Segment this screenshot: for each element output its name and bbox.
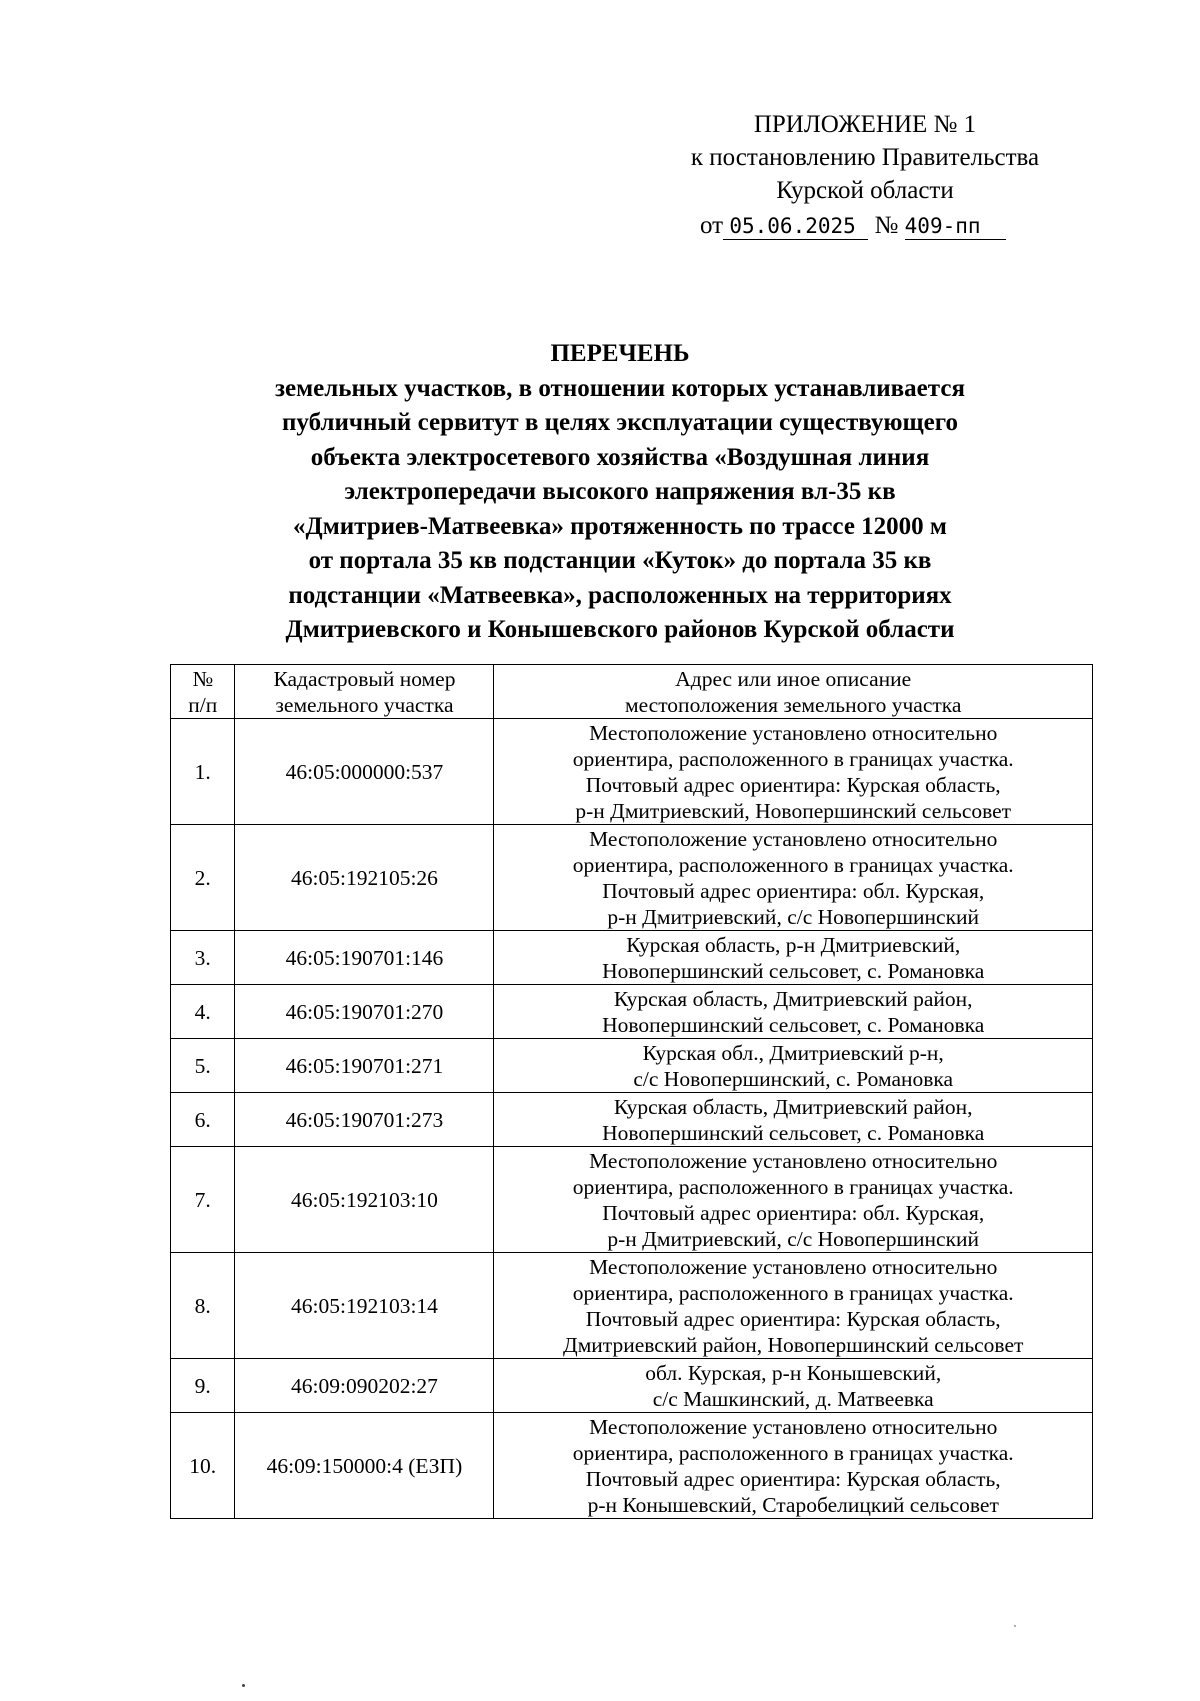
plot-address — [494, 985, 1093, 1039]
plot-address — [494, 1253, 1093, 1359]
title-line: Дмитриевского и Конышевского районов Курской области — [285, 616, 955, 643]
scan-speck — [242, 1684, 245, 1687]
resolution-date: 05.06.2025 — [729, 214, 856, 238]
address-line: р-н Конышевский, Старобелицкий сельсовет — [587, 1493, 999, 1517]
address-line: обл. Курская, р-н Конышевский, — [645, 1361, 942, 1385]
header-no — [171, 665, 235, 719]
cadastral-number: 46:05:192103:14 — [235, 1253, 494, 1359]
table-header-row — [171, 665, 1093, 719]
table-row — [171, 1413, 1093, 1519]
appendix-number: ПРИЛОЖЕНИЕ № 1 — [753, 111, 977, 138]
table-row — [171, 1359, 1093, 1413]
header-line: земельного участка — [275, 693, 454, 717]
table-row — [171, 1253, 1093, 1359]
date-underline — [723, 213, 868, 240]
header-address — [494, 665, 1093, 719]
address-line: Новопершинский сельсовет, с. Романовка — [602, 959, 985, 983]
cadastral-number: 46:05:190701:270 — [235, 985, 494, 1039]
land-plots-table — [170, 664, 1093, 1519]
header-line: Кадастровый номер — [273, 667, 456, 691]
row-number: 10. — [171, 1413, 235, 1519]
address-line: Почтовый адрес ориентира: Курская область, — [585, 773, 1001, 797]
header-line: № — [192, 667, 213, 691]
address-line: Почтовый адрес ориентира: Курская область, — [585, 1467, 1001, 1491]
address-line: ориентира, расположенного в границах участка. — [572, 853, 1014, 877]
address-line: Новопершинский сельсовет, с. Романовка — [602, 1121, 985, 1145]
address-line: р-н Дмитриевский, Новопершинский сельсовет — [575, 799, 1012, 823]
title-line: земельных участков, в отношении которых устанавливается — [275, 374, 965, 402]
address-line: ориентира, расположенного в границах участка. — [572, 1441, 1014, 1465]
address-line: Почтовый адрес ориентира: обл. Курская, — [602, 1201, 985, 1225]
date-prefix: от — [700, 212, 724, 239]
title-heading: ПЕРЕЧЕНЬ — [550, 340, 690, 367]
address-line: Местоположение установлено относительно — [589, 721, 998, 745]
plot-address — [494, 931, 1093, 985]
cadastral-number: 46:09:090202:27 — [235, 1359, 494, 1413]
document-title — [160, 337, 1080, 648]
table-body — [171, 719, 1093, 1519]
table-row — [171, 719, 1093, 825]
cadastral-number: 46:09:150000:4 (ЕЗП) — [235, 1413, 494, 1519]
cadastral-number: 46:05:000000:537 — [235, 719, 494, 825]
address-line: Курская область, Дмитриевский район, — [613, 987, 973, 1011]
address-line: Местоположение установлено относительно — [589, 1149, 998, 1173]
number-prefix: № — [874, 212, 899, 239]
title-line: публичный сервитут в целях эксплуатации существующего — [282, 409, 958, 436]
cadastral-number: 46:05:190701:273 — [235, 1093, 494, 1147]
address-line: Курская область, Дмитриевский район, — [613, 1095, 973, 1119]
row-number: 2. — [171, 825, 235, 931]
title-line: объекта электросетевого хозяйства «Воздушная линия — [310, 443, 930, 471]
address-line: Местоположение установлено относительно — [589, 1415, 998, 1439]
header-cadastral — [235, 665, 494, 719]
address-line: ориентира, расположенного в границах участка. — [572, 747, 1014, 771]
title-line: электропередачи высокого напряжения вл-35 кв — [344, 478, 896, 505]
address-line: с/с Машкинский, д. Матвеевка — [652, 1387, 934, 1411]
resolution-number: 409-пп — [904, 214, 981, 238]
title-line: подстанции «Матвеевка», расположенных на территориях — [288, 581, 952, 609]
address-line: с/с Новопершинский, с. Романовка — [633, 1067, 954, 1091]
cadastral-number: 46:05:192105:26 — [235, 825, 494, 931]
address-line: Курская область, р-н Дмитриевский, — [626, 933, 961, 957]
plot-address — [494, 1093, 1093, 1147]
table-row — [171, 985, 1093, 1039]
title-line: от портала 35 кв подстанции «Куток» до портала 35 кв — [308, 547, 932, 574]
plot-address — [494, 825, 1093, 931]
row-number: 7. — [171, 1147, 235, 1253]
address-line: ориентира, расположенного в границах участка. — [572, 1175, 1014, 1199]
appendix-date-line — [630, 209, 1100, 242]
address-line: Местоположение установлено относительно — [589, 827, 998, 851]
address-line: ориентира, расположенного в границах участка. — [572, 1281, 1014, 1305]
row-number: 5. — [171, 1039, 235, 1093]
row-number: 6. — [171, 1093, 235, 1147]
appendix-header — [630, 108, 1100, 242]
title-line: «Дмитриев-Матвеевка» протяженность по трассе 12000 м — [293, 512, 947, 540]
plot-address — [494, 1039, 1093, 1093]
address-line: Дмитриевский район, Новопершинский сельсовет — [563, 1333, 1024, 1357]
plot-address — [494, 1359, 1093, 1413]
plot-address — [494, 1147, 1093, 1253]
appendix-resolution-ref: к постановлению Правительства — [690, 144, 1040, 171]
address-line: р-н Дмитриевский, с/с Новопершинский — [607, 905, 980, 929]
header-line: местоположения земельного участка — [624, 693, 962, 717]
plot-address — [494, 719, 1093, 825]
row-number: 3. — [171, 931, 235, 985]
number-underline — [905, 213, 1006, 240]
address-line: Курская обл., Дмитриевский р-н, — [642, 1041, 944, 1065]
address-line: Почтовый адрес ориентира: обл. Курская, — [602, 879, 985, 903]
cadastral-number: 46:05:190701:146 — [235, 931, 494, 985]
table-row — [171, 931, 1093, 985]
table-row — [171, 1039, 1093, 1093]
row-number: 4. — [171, 985, 235, 1039]
address-line: Новопершинский сельсовет, с. Романовка — [602, 1013, 985, 1037]
row-number: 9. — [171, 1359, 235, 1413]
table-row — [171, 1093, 1093, 1147]
address-line: Почтовый адрес ориентира: Курская область, — [585, 1307, 1001, 1331]
table-row — [171, 1147, 1093, 1253]
row-number: 8. — [171, 1253, 235, 1359]
address-line: р-н Дмитриевский, с/с Новопершинский — [607, 1227, 980, 1251]
table-row — [171, 825, 1093, 931]
address-line: Местоположение установлено относительно — [589, 1255, 998, 1279]
appendix-region: Курской области — [776, 177, 954, 204]
cadastral-number: 46:05:192103:10 — [235, 1147, 494, 1253]
scan-speck — [1014, 1625, 1016, 1627]
cadastral-number: 46:05:190701:271 — [235, 1039, 494, 1093]
header-line: Адрес или иное описание — [675, 667, 912, 691]
plot-address — [494, 1413, 1093, 1519]
header-line: п/п — [188, 693, 218, 717]
row-number: 1. — [171, 719, 235, 825]
